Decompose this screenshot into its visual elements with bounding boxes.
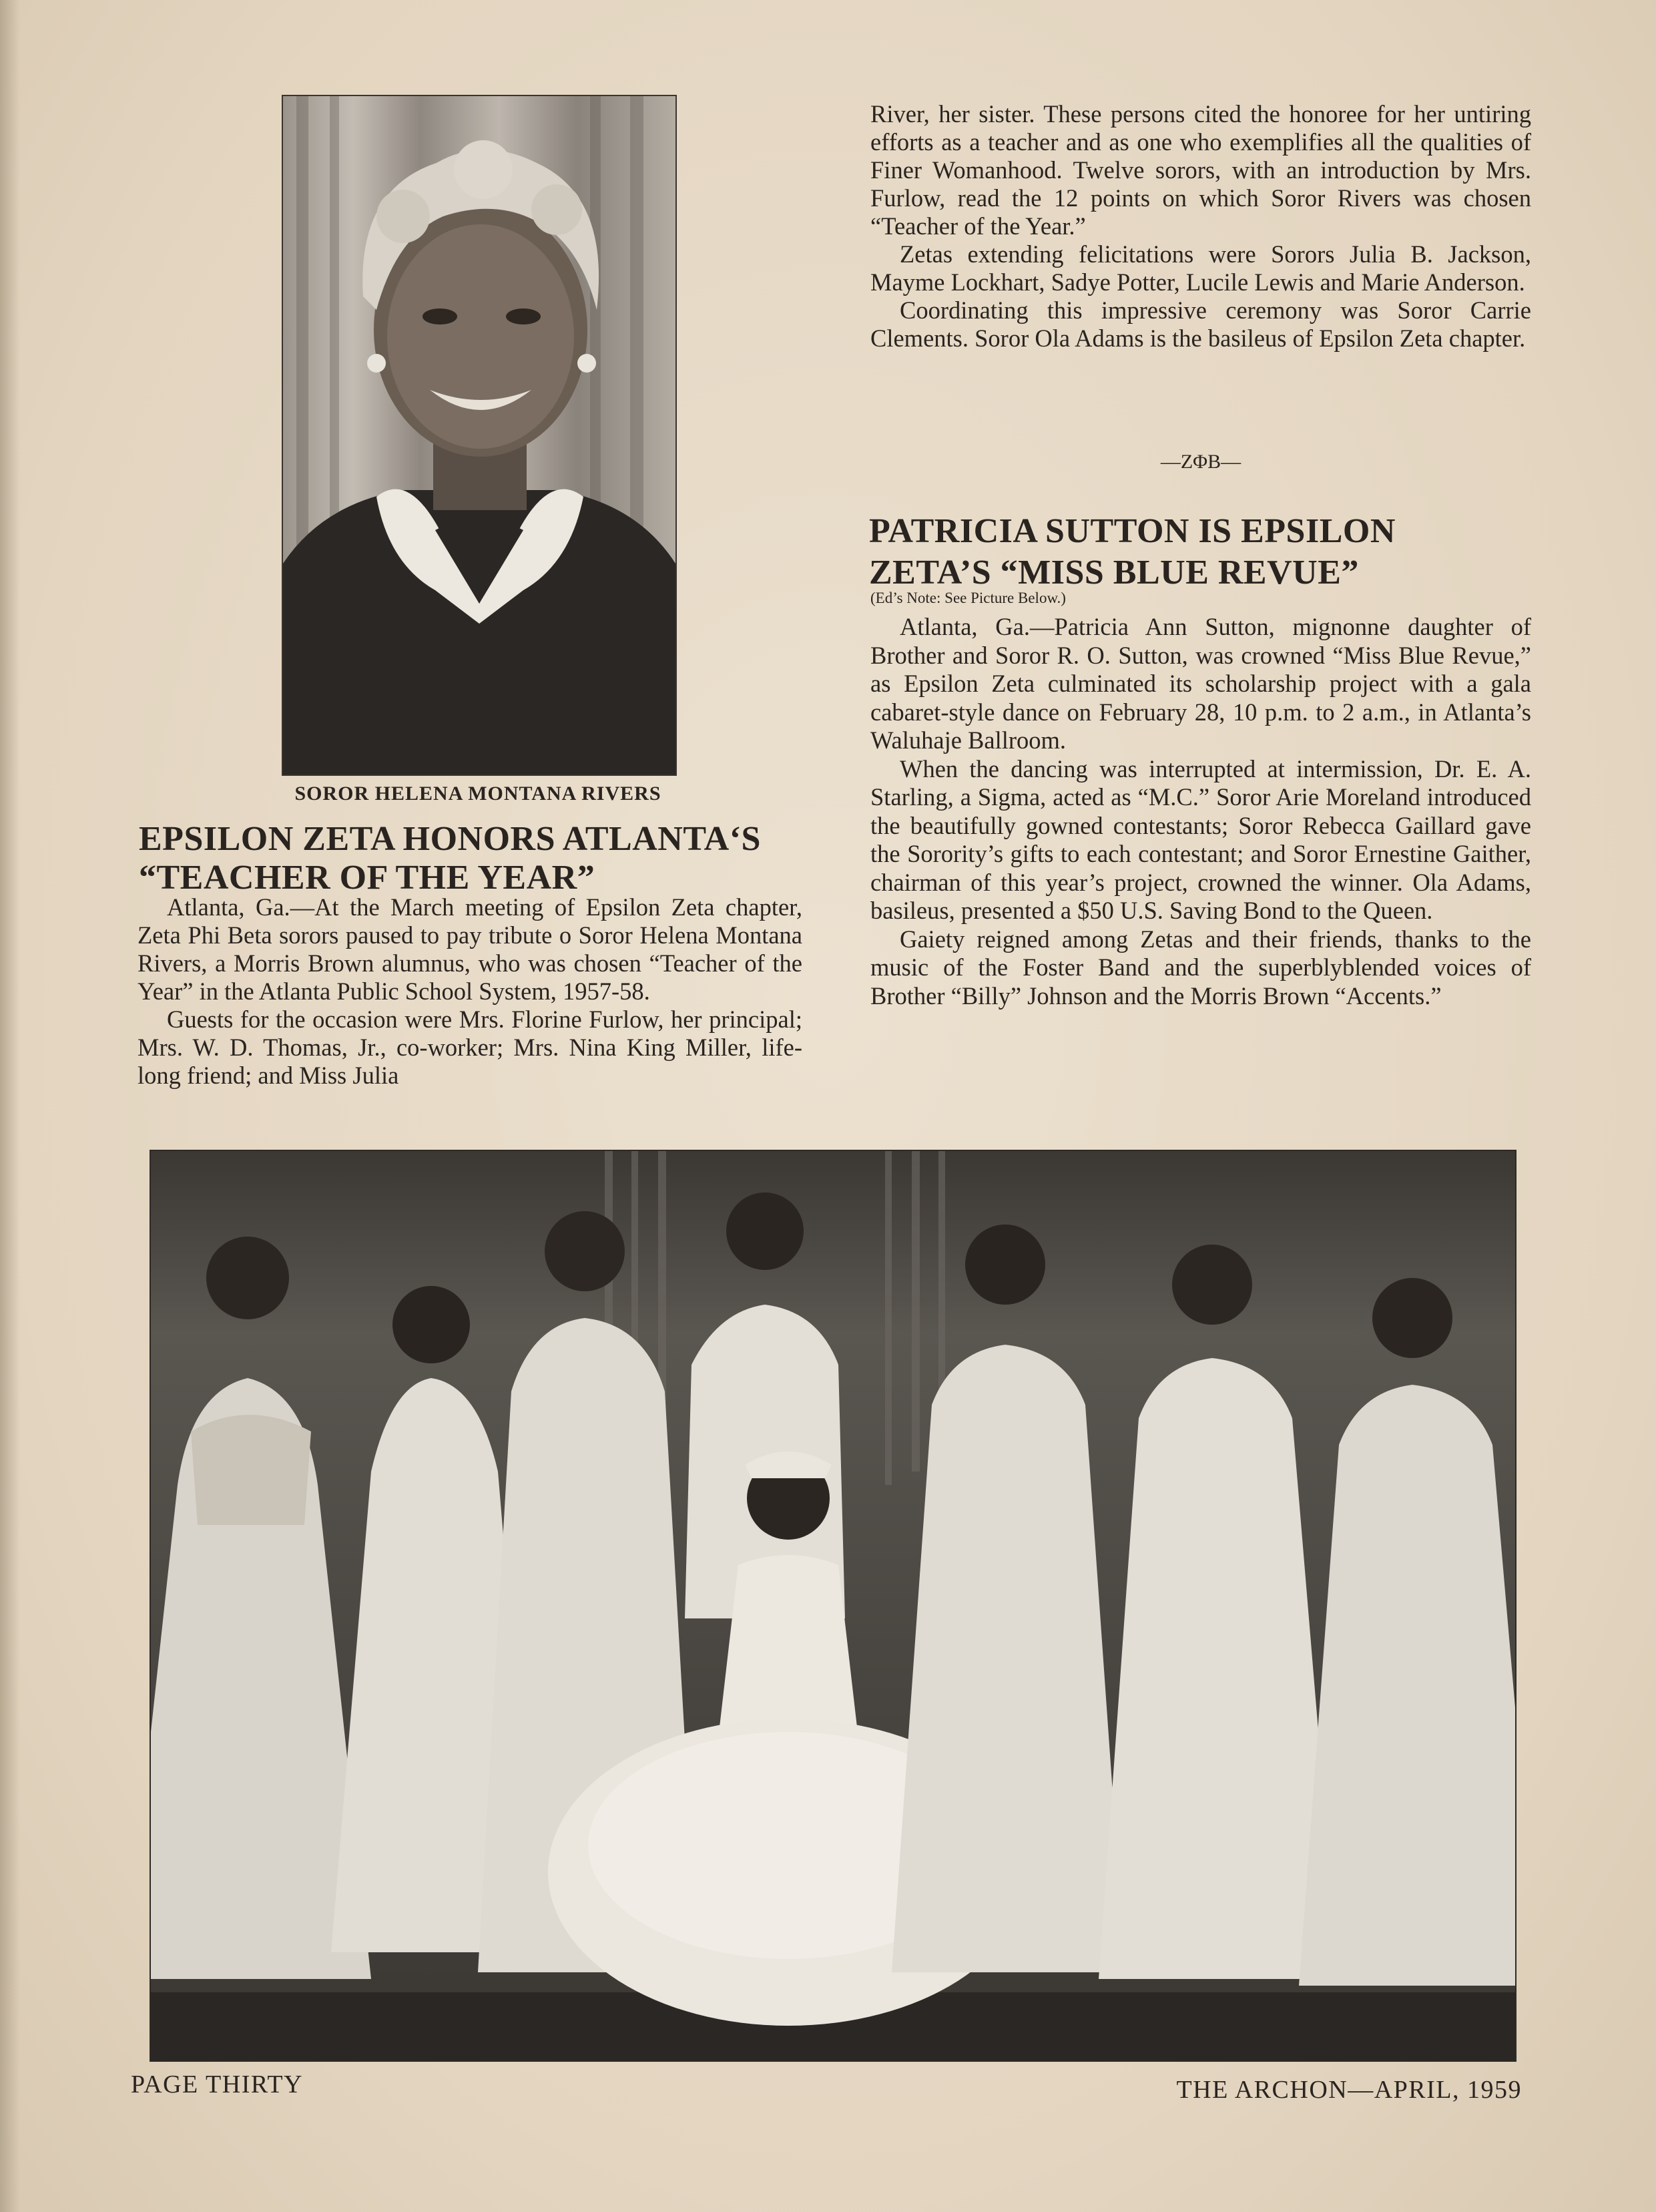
left-headline-line2: “TEACHER OF THE YEAR” [139, 859, 595, 897]
continued-paragraph: River, her sister. These persons cited the honoree for her untiring efforts as a teacher and as one who exemplifies all the qualities of Finer Womanhood. Twelve sorors, with an introduction by Mrs. Furlow, read the 12 points on which Soror Rivers was chosen “Teacher of the Year.” [870, 100, 1531, 240]
right-article-body [870, 613, 1531, 1010]
portrait-illustration [283, 96, 675, 775]
left-article-headline [139, 820, 806, 897]
left-headline-line1: EPSILON ZETA HONORS ATLANTA‘S [139, 820, 761, 858]
continued-paragraph: Zetas extending felicitations were Sorors Julia B. Jackson, Mayme Lockhart, Sadye Potter, Lucile Lewis and Marie Anderson. [870, 240, 1531, 296]
right-headline-line1: PATRICIA SUTTON IS EPSILON [869, 512, 1396, 550]
right-article-headline [869, 511, 1537, 594]
page-edge-shadow [0, 0, 20, 2212]
right-article-paragraph: Atlanta, Ga.—Patricia Ann Sutton, mignonne daughter of Brother and Soror R. O. Sutton, was crowned “Miss Blue Revue,” as Epsilon Zeta culminated its scholarship project with a gala cabaret-style dance on February 28, 10 p.m. to 2 a.m., in Atlanta’s Waluhaje Ballroom. [870, 613, 1531, 754]
right-article-paragraph: Gaiety reigned among Zetas and their friends, thanks to the music of the Foster Band and the superblyblended voices of Brother “Billy” Johnson and the Morris Brown “Accents.” [870, 925, 1531, 1010]
continued-article-body [870, 100, 1531, 353]
continued-paragraph: Coordinating this impressive ceremony was Soror Carrie Clements. Soror Ola Adams is the basileus of Epsilon Zeta chapter. [870, 296, 1531, 352]
right-article-paragraph: When the dancing was interrupted at intermission, Dr. E. A. Starling, a Sigma, acted as “M.C.” Soror Arie Moreland introduced the beautifully gowned contestants; Soror Rebecca Gaillard gave the Sorority’s gifts to each contestant; and Soror Ernestine Gaither, chairman of this year’s project, crowned the winner. Ola Adams, basileus, presented a $50 U.S. Saving Bond to the Queen. [870, 754, 1531, 924]
section-divider: —ZΦB— [1160, 451, 1241, 473]
left-article-paragraph: Atlanta, Ga.—At the March meeting of Epsilon Zeta chapter, Zeta Phi Beta sorors paused to pay tribute o Soror Helena Montana Rivers, a Morris Brown alumnus, who was chosen “Teacher of the Year” in the Atlanta Public School System, 1957-58. [137, 893, 802, 1005]
left-article-paragraph: Guests for the occasion were Mrs. Florine Furlow, her principal; Mrs. W. D. Thomas, Jr., co-worker; Mrs. Nina King Miller, life-long friend; and Miss Julia [137, 1006, 802, 1089]
group-photo [150, 1150, 1516, 2062]
left-article-body [137, 893, 802, 1090]
portrait-photo [282, 95, 677, 776]
page-number: PAGE THIRTY [131, 2070, 304, 2098]
group-photo-illustration [151, 1151, 1515, 2060]
right-headline-line2: ZETA’S “MISS BLUE REVUE” [869, 554, 1359, 592]
portrait-caption: SOROR HELENA MONTANA RIVERS [294, 783, 661, 805]
publication-line: THE ARCHON—APRIL, 1959 [1176, 2076, 1522, 2104]
editors-note: (Ed’s Note: See Picture Below.) [870, 590, 1066, 606]
